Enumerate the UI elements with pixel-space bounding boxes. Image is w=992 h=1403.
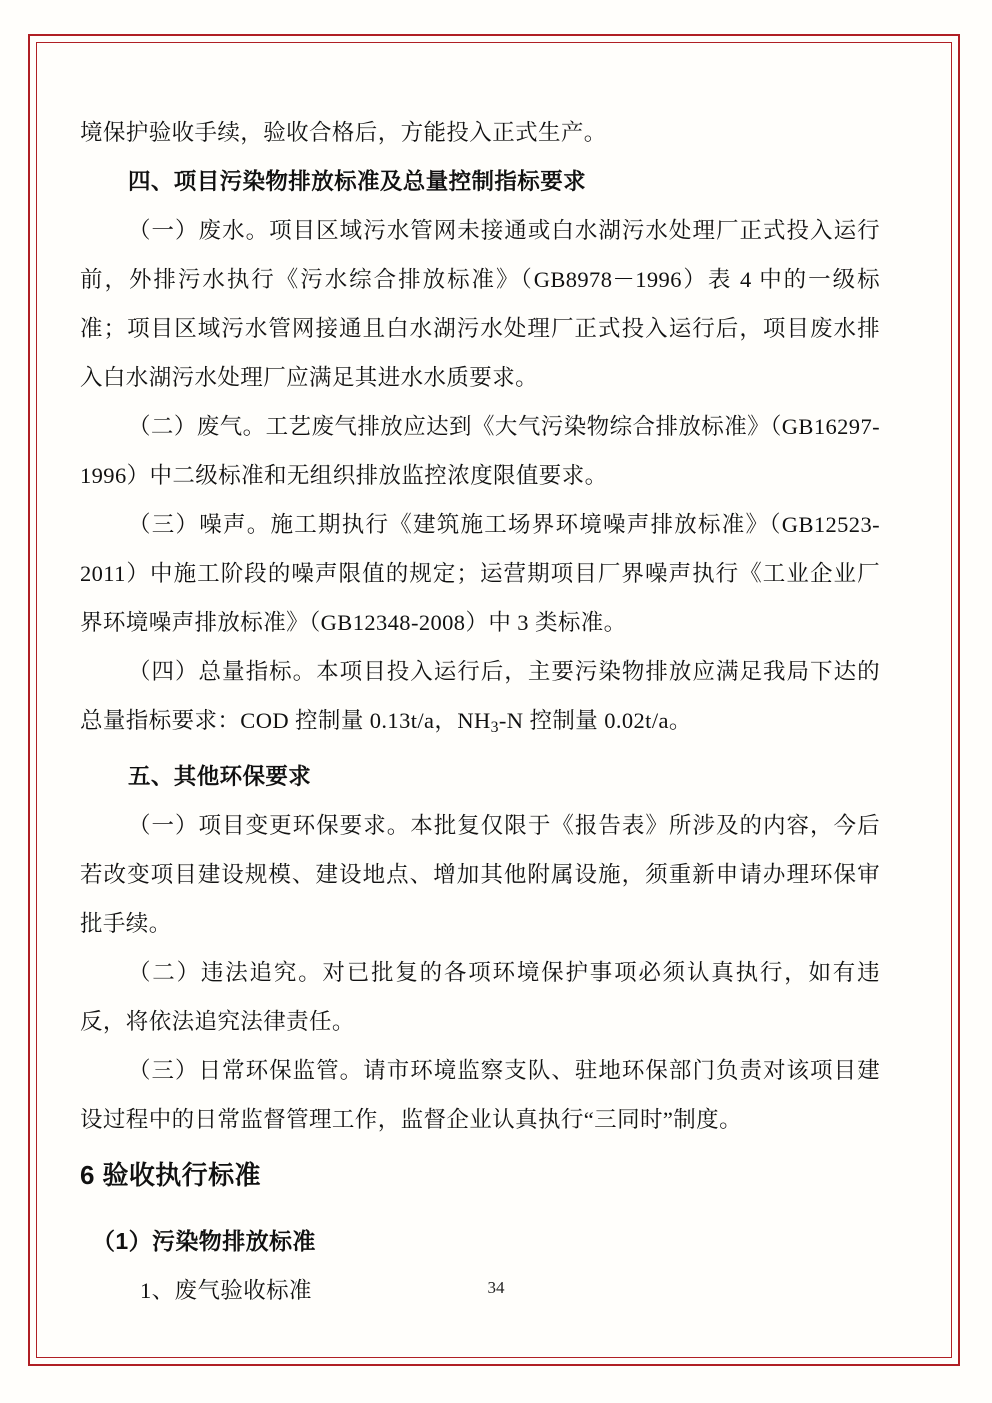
subsection-heading-pollutant-standards: （1）污染物排放标准 <box>92 1227 316 1254</box>
paragraph-project-change: （一）项目变更环保要求。本批复仅限于《报告表》所涉及的内容，今后若改变项目建设规模、建设地点、增加其他附属设施，须重新申请办理环保审批手续。 <box>80 812 880 936</box>
page-number: 34 <box>487 1278 505 1297</box>
paragraph-continuation: 境保护验收手续，验收合格后，方能投入正式生产。 <box>80 120 607 145</box>
paragraph-violation: （二）违法追究。对已批复的各项环境保护事项必须认真执行，如有违反，将依法追究法律责任。 <box>80 959 880 1034</box>
section-heading-six: 6 验收执行标准 <box>80 1159 261 1190</box>
total-quantity-text-before: （四）总量指标。本项目投入运行后，主要污染物排放应满足我局下达的总量指标要求：COD 控制量 0.13t/a，NH <box>80 659 880 733</box>
paragraph-daily-supervision: （三）日常环保监管。请市环境监察支队、驻地环保部门负责对该项目建设过程中的日常监督管理工作，监督企业认真执行“三同时”制度。 <box>80 1057 880 1132</box>
total-quantity-subscript: 3 <box>490 718 499 736</box>
list-item-waste-gas-standard: 1、废气验收标准 <box>140 1277 312 1303</box>
paragraph-wastewater: （一）废水。项目区域污水管网未接通或白水湖污水处理厂正式投入运行前，外排污水执行《污水综合排放标准》（GB8978－1996）表 4 中的一级标准；项目区域污水管网接通且白水湖污水处理厂正式投入运行后，项目废水排入白水湖污水处理厂应满足其进水水质要求。 <box>80 218 880 390</box>
paragraph-noise: （三）噪声。施工期执行《建筑施工场界环境噪声排放标准》（GB12523-2011）中施工阶段的噪声限值的规定；运营期项目厂界噪声执行《工业企业厂界环境噪声排放标准》（GB12348-2008）中 3 类标准。 <box>80 512 880 635</box>
paragraph-total-quantity <box>80 647 880 752</box>
section-heading-four: 四、项目污染物排放标准及总量控制指标要求 <box>128 169 587 194</box>
paragraph-waste-gas: （二）废气。工艺废气排放应达到《大气污染物综合排放标准》（GB16297-1996）中二级标准和无组织排放监控浓度限值要求。 <box>80 414 880 488</box>
page-content <box>80 108 880 1308</box>
section-heading-five: 五、其他环保要求 <box>128 763 312 789</box>
total-quantity-text-after: -N 控制量 0.02t/a。 <box>498 708 692 733</box>
